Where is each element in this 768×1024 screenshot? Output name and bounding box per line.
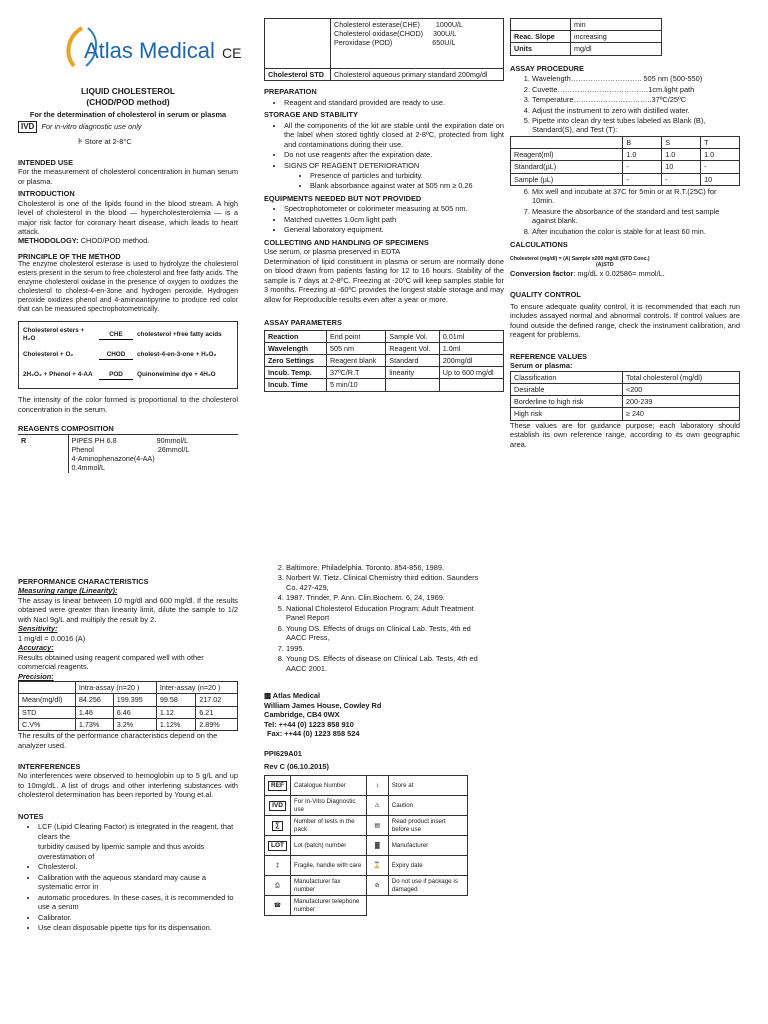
cell: 37ºC/R.T: [327, 367, 386, 379]
cell: Zero Settings: [265, 354, 327, 366]
table-row: [511, 149, 740, 161]
telephone-icon: ☎: [265, 896, 291, 916]
reference-values-heading: REFERENCE VALUES: [510, 351, 588, 361]
factory-icon: ▩: [264, 691, 271, 701]
accuracy-heading: Accuracy:: [18, 643, 54, 653]
procedure-steps-b: [510, 187, 740, 236]
table-row: [511, 396, 740, 408]
address-company: [264, 691, 490, 700]
accuracy-text: Results obtained using reagent compared well with other commercial reagents.: [18, 652, 204, 672]
list-item: • LCF (Lipid Clearing Factor) is integrated in the reagent, that clears the: [38, 822, 238, 841]
revision: Rev C (06.10.2015): [264, 761, 329, 771]
references-list: [264, 563, 490, 673]
cell: Number of tests in the pack: [291, 816, 367, 836]
cell: mg/dl: [571, 43, 662, 55]
cell: Incub. Time: [265, 379, 327, 391]
formula-denominator: (A)STD: [596, 262, 614, 269]
cell: 0.01ml: [439, 330, 503, 342]
cell: 10: [701, 173, 740, 185]
lot-icon: LOT: [268, 841, 287, 851]
list-item: 4. Adjust the instrument to zero with distilled water.: [532, 106, 740, 115]
store-at-icon: ↕: [366, 776, 388, 796]
intensity-text: The intensity of the color formed is proportional to the cholesterol concentration in the serum.: [18, 395, 238, 414]
column-2-top: [264, 18, 504, 392]
damaged-package-icon: ⊘: [366, 876, 388, 896]
reaction-3: [23, 365, 233, 385]
reaction-3-enzyme: POD: [99, 371, 133, 380]
cell: B: [623, 136, 662, 148]
list-item: • Cholesterol.: [38, 862, 238, 871]
reagent-r-label: R: [18, 434, 68, 473]
ce-mark: CE: [222, 45, 242, 61]
cell: 1.12: [156, 706, 195, 718]
reagents-heading: REAGENTS COMPOSITION: [18, 424, 114, 434]
cell: Wavelength: [265, 342, 327, 354]
reagent-line: Cholesterol oxidase(CHOD) 300U/L: [334, 29, 457, 39]
cell: 3.2%: [113, 718, 156, 730]
table-row: [511, 173, 740, 185]
cell: [439, 379, 503, 391]
cell: ≥ 240: [623, 408, 740, 420]
reaction-3-right: Quinoneimine dye + 4H₂O: [137, 371, 216, 379]
cell: [19, 682, 76, 694]
methodology-text: CHOD/POD method.: [80, 236, 150, 246]
reaction-box: [18, 321, 238, 389]
std-label: Cholesterol STD: [265, 69, 331, 81]
cell: 1.12%: [156, 718, 195, 730]
specimens-text-1: Use serum, or plasma preserved in EDTA: [264, 247, 401, 257]
cell: T: [701, 136, 740, 148]
reaction-2-enzyme: CHOD: [99, 351, 133, 360]
cell: Borderline to high risk: [511, 396, 623, 408]
cell: Lot (batch) number: [291, 836, 367, 856]
cell: Do not use if package is damaged: [388, 876, 467, 896]
cell: Manufacturer: [388, 836, 467, 856]
calculations-heading: CALCULATIONS: [510, 240, 568, 250]
expiry-icon: ⌛: [366, 856, 388, 876]
address-line: William James House, Cowley Rd: [264, 700, 382, 710]
cell: -: [623, 173, 662, 185]
list-item: 5. National Cholesterol Education Program: Adult Treatment Panel Report: [286, 604, 490, 623]
reagent-cont-cell: [331, 19, 504, 69]
specimens-heading: COLLECTING AND HANDLING OF SPECIMENS: [264, 237, 429, 247]
cell: Incub. Temp.: [265, 367, 327, 379]
table-row: [265, 342, 504, 354]
list-item: 3. Temperature…………………………..37ºC/25ºC: [532, 95, 740, 104]
atlas-medical-logo-icon: [60, 22, 250, 72]
cell: min: [571, 19, 662, 31]
ivd-icon: IVD: [269, 801, 286, 811]
list-item: • Calibration with the aqueous standard may cause a systematic error in: [38, 873, 238, 892]
table-row: [265, 856, 468, 876]
list-item: • Do not use reagents after the expiration date.: [284, 150, 504, 159]
cell: 5 min/10: [327, 379, 386, 391]
tests-count-icon: ∑: [272, 821, 283, 831]
table-row: [511, 408, 740, 420]
cell: End point: [327, 330, 386, 342]
table-row: [511, 31, 662, 43]
precision-heading: Precision:: [18, 671, 54, 681]
storage-heading: STORAGE AND STABILITY: [264, 110, 358, 120]
thermometer-icon: ⊧: [78, 136, 83, 147]
list-item: 8. Young DS. Effects of disease on Clinical Lab. Tests, 4th ed AACC 2001.: [286, 654, 490, 673]
precision-note: The results of the performance characteristics depend on the analyzer used.: [18, 731, 218, 750]
fragile-icon: ‡: [265, 856, 291, 876]
cell: 1.0ml: [439, 342, 503, 354]
table-row: [265, 330, 504, 342]
reagent-cont-empty: [265, 19, 331, 69]
procedure-steps-a: [510, 74, 740, 135]
cell: 199.395: [113, 694, 156, 706]
sensitivity-text: 1 mg/dl = 0.0016 (A): [18, 633, 86, 643]
list-item: 7. Measure the absorbance of the standard and test sample against blank.: [532, 207, 740, 226]
reagent-line: Peroxidase (POD) 650U/L: [334, 38, 456, 48]
cell: Catalogue Number: [291, 776, 367, 796]
list-item: 2. Baltimore. Philadelphia. Toronto. 854-856, 1989.: [286, 563, 490, 572]
list-item: • Presence of particles and turbidity.: [310, 171, 504, 180]
reference-sub: Serum or plasma:: [510, 361, 573, 371]
cell: -: [701, 161, 740, 173]
table-row: [265, 776, 468, 796]
preparation-heading: PREPARATION: [264, 87, 317, 97]
table-row: [265, 836, 468, 856]
doc-subtitle: For the determination of cholesterol in serum or plasma: [29, 109, 227, 119]
cell: Manufacturer fax number: [291, 876, 367, 896]
reaction-2: [23, 345, 233, 365]
cell: Reaction: [265, 330, 327, 342]
list-item: 7. 1995.: [286, 644, 490, 653]
assay-parameters-table: [264, 330, 504, 392]
reaction-1-left: Cholesterol esters + H₂O: [23, 326, 85, 343]
read-insert-icon: ▤: [366, 816, 388, 836]
storage-list: [264, 121, 504, 170]
principle-text: The enzyme cholesterol esterase is used to hydrolyze the cholesterol esters present in the serum to free cholesterol and free fatty acids. The enzyme cholesterol oxidase in the presence of oxygen to oxidizes the cholesterol to cholest-4-en-3one and hydrogen peroxide. Hydrogen peroxide oxidizes phenol and 4-aminoantipyrine to produce red color that can be measured spectrophotometrically.: [18, 261, 238, 314]
cell: Reagent blank: [327, 354, 386, 366]
reaction-1-enzyme: CHE: [99, 331, 133, 340]
equipment-list: [264, 204, 504, 234]
brand-name: Atlas Medical: [84, 38, 215, 63]
table-row: [265, 379, 504, 391]
cell: Reagent(ml): [511, 149, 623, 161]
cell: 2.89%: [196, 718, 238, 730]
column-3-top: [510, 18, 740, 449]
cell: 84.256: [75, 694, 113, 706]
ref-icon: REF: [268, 781, 287, 791]
column-2-bottom: [264, 562, 490, 916]
methodology-line: [18, 236, 238, 245]
cell: 200mg/dl: [439, 354, 503, 366]
column-1-top: [18, 86, 238, 473]
doc-title: LIQUID CHOLESTEROL: [81, 86, 175, 96]
cell: Store at: [388, 776, 467, 796]
notes-heading: NOTES: [18, 811, 44, 821]
table-row: [265, 816, 468, 836]
cell: Manufacturer telephone number: [291, 896, 367, 916]
range-heading: Measuring range (Linearity):: [18, 586, 118, 596]
fax-icon: ⎙: [265, 876, 291, 896]
reaction-2-right: cholest-4-en-3-one + H₂O₂: [137, 351, 217, 359]
cell: Standard(µL): [511, 161, 623, 173]
cell: 10: [662, 161, 701, 173]
table-row: [511, 383, 740, 395]
cell: [511, 19, 571, 31]
std-text: Cholesterol aqueous primary standard 200mg/dl: [331, 69, 504, 81]
list-item: • automatic procedures. In these cases, it is recommended to use a serum: [38, 893, 238, 912]
cell: Expiry date: [388, 856, 467, 876]
cell: Up to 600 mg/dl: [439, 367, 503, 379]
list-item: 2. Cuvette……………………………….1cm.light path: [532, 85, 740, 94]
cell: Reagent Vol.: [386, 342, 440, 354]
table-row: [511, 19, 662, 31]
cell: 6.46: [113, 706, 156, 718]
list-item: 6. Young DS. Effects of drugs on Clinical Lab. Tests, 4th ed AACC Press,: [286, 624, 490, 643]
column-1-bottom: [18, 574, 238, 933]
reagents-table-cont: [264, 18, 504, 81]
list-item: 4. 1987. Trinder, P. Ann. Clin.Biochem. 6, 24, 1969.: [286, 593, 490, 602]
manufacturer-icon: ▓: [366, 836, 388, 856]
table-row: [265, 354, 504, 366]
list-item: • Matched cuvettes 1.0cm light path: [284, 215, 504, 224]
table-row: [19, 718, 238, 730]
caution-icon: ⚠: [366, 796, 388, 816]
preparation-list: [264, 98, 504, 107]
reagent-r-cell: [68, 434, 238, 473]
table-row: [19, 682, 238, 694]
address-block: [264, 691, 490, 738]
methodology-heading: METHODOLOGY:: [18, 236, 79, 246]
address-tel: Tel: ++44 (0) 1223 858 910: [264, 719, 354, 729]
cell: Classification: [511, 371, 623, 383]
conversion-label: Conversion factor: [510, 268, 574, 278]
reaction-3-left: 2H₂O₂ + Phenol + 4-AA: [23, 371, 93, 379]
reagent-line: Cholesterol esterase(CHE) 1000U/L: [334, 20, 464, 29]
quality-control-heading: QUALITY CONTROL: [510, 290, 581, 300]
quality-control-text: To ensure adequate quality control, it is recommended that each run includes assayed normal and abnormal controls. If control values are found outside the defined range, check the instrument calibration, and reagent for problems.: [510, 301, 740, 340]
storage-line: [78, 136, 238, 148]
assay-parameters-cont: [510, 18, 662, 56]
cell: Fragile, handle with care: [291, 856, 367, 876]
cell: Units: [511, 43, 571, 55]
deterioration-list: [264, 171, 504, 191]
list-item: 5. Pipette into clean dry test tubes labeled as Blank (B), Standard(S), and Test (T):: [532, 116, 740, 135]
reagent-line: 4-Aminophenazone(4-AA): [71, 453, 155, 463]
cell: [511, 136, 623, 148]
cell: 99.58: [156, 694, 195, 706]
formula: Cholesterol (mg/dl) = (A) Sample x200 mg/dl (STD Conc.): [510, 255, 650, 262]
address-fax: Fax: ++44 (0) 1223 858 524: [267, 729, 360, 739]
reagent-line: 0.4mmol/L: [71, 463, 106, 473]
symbols-table: [264, 775, 468, 916]
list-item: turbidity caused by lipemic sample and thus avoids overestimation of: [38, 842, 205, 861]
intended-use-heading: INTENDED USE: [18, 157, 74, 167]
table-row: [265, 796, 468, 816]
reaction-1-right: cholesterol +free fatty acids: [137, 331, 222, 339]
reaction-2-left: Cholesterol + O₂: [23, 351, 74, 359]
cell: [386, 379, 440, 391]
reaction-1: [23, 325, 233, 345]
reference-note: These values are for guidance purpose; each laboratory should establish its own reference range, according to its own geographic area.: [510, 420, 740, 449]
interferences-text: No interferences were observed to hemoglobin up to 5 g/L and up to 10mg/dL. A list of drugs and other interfering substances with cholesterol determination has been reported by Young et.al.: [18, 771, 238, 800]
cell: Sample (µL): [511, 173, 623, 185]
sensitivity-heading: Sensitivity:: [18, 624, 58, 634]
range-text: The assay is linear between 10 mg/dl and 600 mg/dl. If the results obtained were greater than linearity limit, dilute the sample to 1/2 with Nacl 9g/L and multiply the result by 2.: [18, 595, 238, 624]
cell: -: [623, 161, 662, 173]
cell: STD: [19, 706, 76, 718]
precision-table: [18, 681, 238, 731]
table-row: [265, 896, 468, 916]
cell: Reac. Slope: [511, 31, 571, 43]
reagents-table: [18, 434, 238, 474]
cell: 217.02: [196, 694, 238, 706]
list-item: • Use clean disposable pipette tips for its dispensation.: [38, 923, 238, 932]
cell: Total cholesterol (mg/dl): [623, 371, 740, 383]
table-row: [511, 371, 740, 383]
cell: increasing: [571, 31, 662, 43]
ppi-code: PPI629A01: [264, 748, 302, 758]
list-item: • Spectrophotometer or colorimeter measuring at 505 nm.: [284, 204, 504, 213]
cell: linearity: [386, 367, 440, 379]
cell: Caution: [388, 796, 467, 816]
table-row: [19, 706, 238, 718]
conversion-line: [510, 269, 740, 278]
table-row: [511, 161, 740, 173]
table-row: [265, 876, 468, 896]
list-item: • Reagent and standard provided are ready to use.: [284, 98, 504, 107]
cell: C.V%: [19, 718, 76, 730]
cell: 1.0: [623, 149, 662, 161]
table-row: [265, 367, 504, 379]
ivd-symbol: IVD: [18, 121, 37, 133]
equipment-heading: EQUIPMENTS NEEDED BUT NOT PROVIDED: [264, 193, 422, 203]
cell: Standard: [386, 354, 440, 366]
cell: Desirable: [511, 383, 623, 395]
list-item: • Calibrator.: [38, 913, 238, 922]
specimens-text-2: Determination of lipid constituent in plasma or serum are normally done on blood drawn from patients fasting for 12 to 16 hours. Stability of the sample is 7 days at 2-8ºC. Freezing at -20ºC will keep samples stable for 3 months. Freezing at -60ºC provides the longest stable storage and may allow for Reproducible results even after a year or more.: [264, 256, 504, 304]
cell: -: [662, 173, 701, 185]
cell: Mean(mg/dl): [19, 694, 76, 706]
performance-heading: PERFORMANCE CHARACTERISTICS: [18, 577, 149, 586]
list-item: 3. Norbert W. Tietz. Clinical Chemistry third edition. Saunders Co. 427-429,: [286, 573, 490, 592]
reagent-line: Phenol 26mmol/L: [71, 444, 190, 454]
conversion-text: : mg/dL x 0.02586= mmol/L.: [573, 268, 665, 278]
company-name: Atlas Medical: [272, 691, 321, 701]
reagent-line: PIPES PH 6.8 90mmol/L: [71, 435, 189, 445]
cell: High risk: [511, 408, 623, 420]
cell: Read product insert before use: [388, 816, 467, 836]
list-item: 6. Mix well and incubate at 37C for 5min or at R.T.(25C) for 10min.: [532, 187, 740, 206]
list-item: • Blank absorbance against water at 505 nm ≥ 0.26: [310, 181, 504, 190]
address-line: Cambridge, CB4 0WX: [264, 710, 340, 720]
principle-heading: PRINCIPLE OF THE METHOD: [18, 251, 121, 261]
cell: 1.0: [701, 149, 740, 161]
assay-procedure-heading: ASSAY PROCEDURE: [510, 63, 584, 73]
pipetting-table: [510, 136, 740, 186]
brand-logo: [60, 22, 250, 72]
cell: 1.73%: [75, 718, 113, 730]
introduction-text: Cholesterol is one of the lipids found in the blood stream. A high level of cholesterol in the blood — hypercholesterolemia — is a major risk factor for coronary heart disease, which leads to heart attack.: [18, 198, 238, 236]
intended-use-text: For the measurement of cholesterol concentration in human serum or plasma.: [18, 167, 238, 186]
list-item: • All the components of the kit are stable until the expiration date on the label when stored tightly closed at 2-8ºC, protected from light and contaminations during their use.: [284, 121, 504, 149]
assay-parameters-heading: ASSAY PARAMETERS: [264, 318, 342, 328]
cell: Inter-assay (n=20 ): [156, 682, 237, 694]
list-item: • General laboratory equipment.: [284, 225, 504, 234]
cell: 6.21: [196, 706, 238, 718]
cell: Intra-assay (n=20 ): [75, 682, 156, 694]
cell: <200: [623, 383, 740, 395]
introduction-heading: INTRODUCTION: [18, 189, 75, 199]
cell: Sample Vol.: [386, 330, 440, 342]
notes-list: [18, 822, 238, 932]
list-item: • SIGNS OF REAGENT DETERIORATION: [284, 161, 504, 170]
table-row: [511, 43, 662, 55]
list-item: 1. Wavelength……………………….. 505 nm (500-550): [532, 74, 740, 83]
table-row: [511, 136, 740, 148]
ivd-text: For in-vitro diagnostic use only: [41, 122, 142, 132]
storage-text: Store at 2-8°C: [84, 137, 132, 147]
reference-table: [510, 371, 740, 421]
cell: 1.0: [662, 149, 701, 161]
table-row: [19, 694, 238, 706]
doc-method: (CHOD/POD method): [86, 96, 170, 107]
list-item: 8. After incubation the color is stable for at least 60 min.: [532, 227, 740, 236]
ivd-line: [18, 121, 238, 133]
cell: 200-239: [623, 396, 740, 408]
cell: 1.46: [75, 706, 113, 718]
cell: S: [662, 136, 701, 148]
cell: For In-Vitro Diagnostic use: [291, 796, 367, 816]
interferences-heading: INTERFERENCES: [18, 761, 81, 771]
cell: 505 nm: [327, 342, 386, 354]
